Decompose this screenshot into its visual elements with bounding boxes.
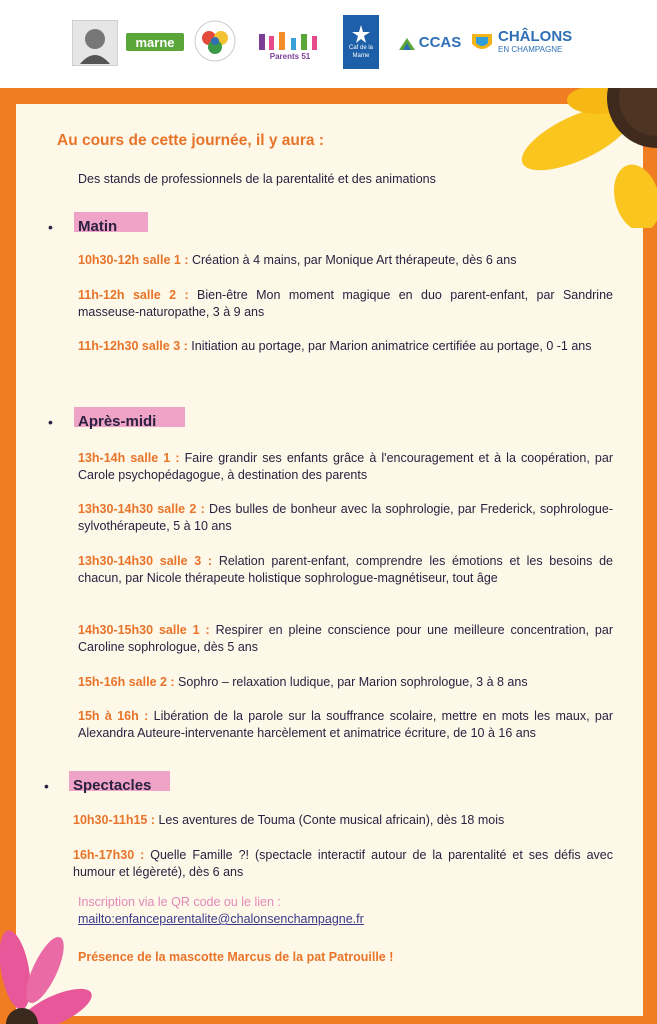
list-item bbox=[78, 622, 613, 656]
list-item bbox=[78, 450, 613, 484]
bullet: • bbox=[48, 414, 53, 430]
contact-email-link[interactable]: mailto:enfanceparentalite@chalonsenchampagne.fr bbox=[78, 912, 364, 926]
marne-logo bbox=[126, 33, 184, 51]
section-title-spectacles bbox=[73, 777, 151, 794]
chalons-logo-subtitle: EN CHAMPAGNE bbox=[498, 45, 563, 54]
list-item bbox=[73, 847, 613, 881]
item-time: 10h30-12h salle 1 : bbox=[78, 253, 189, 267]
caf-logo bbox=[343, 15, 379, 69]
intro-text: Des stands de professionnels de la parentalité et des animations bbox=[78, 172, 436, 186]
bullet: • bbox=[48, 219, 53, 235]
item-text: Libération de la parole sur la souffrance scolaire, mettre en mots les maux, par Alexandra Auteure-intervenante harcèlement et animatrice écriture, de 10 à 16 ans bbox=[78, 709, 613, 740]
item-time: 15h-16h salle 2 : bbox=[78, 675, 175, 689]
chalons-logo-title: CHÂLONS bbox=[498, 28, 573, 45]
list-item bbox=[78, 501, 613, 535]
item-time: 11h-12h30 salle 3 : bbox=[78, 339, 188, 353]
ccas-logo bbox=[395, 27, 463, 57]
item-time: 14h30-15h30 salle 1 : bbox=[78, 623, 210, 637]
item-text: Création à 4 mains, par Monique Art thérapeute, dès 6 ans bbox=[188, 253, 517, 267]
marne-logo-text: marne bbox=[135, 34, 175, 50]
list-item bbox=[73, 812, 613, 829]
item-time: 13h30-14h30 salle 3 : bbox=[78, 554, 213, 568]
list-item bbox=[78, 553, 613, 587]
item-time: 13h-14h salle 1 : bbox=[78, 451, 180, 465]
chalons-logo bbox=[470, 24, 590, 60]
item-text: Des bulles de bonheur avec la sophrologie, par Frederick, sophrologue-sylvothérapeute, 5 à 10 ans bbox=[78, 502, 613, 533]
circle-logo bbox=[194, 20, 236, 62]
item-time: 16h-17h30 : bbox=[73, 848, 145, 862]
item-text: Initiation au portage, par Marion animatrice certifiée au portage, 0 -1 ans bbox=[187, 339, 592, 353]
section-label: Spectacles bbox=[73, 777, 152, 794]
list-item bbox=[78, 708, 613, 742]
section-title-apres-midi bbox=[78, 413, 156, 430]
item-text: Sophro – relaxation ludique, par Marion sophrologue, 3 à 8 ans bbox=[174, 675, 528, 689]
ccas-logo-text: CCAS bbox=[418, 33, 462, 51]
item-time: 15h à 16h : bbox=[78, 709, 149, 723]
page-heading: Au cours de cette journée, il y aura : bbox=[57, 132, 325, 149]
logo-bar bbox=[0, 0, 657, 88]
list-item bbox=[78, 338, 613, 355]
sunflower-decoration bbox=[507, 88, 657, 228]
item-text: Quelle Famille ?! (spectacle interactif autour de la parentalité et ses défis avec humour et légèreté), dès 6 ans bbox=[73, 848, 613, 879]
mascot-announcement: Présence de la mascotte Marcus de la pat Patrouille ! bbox=[78, 950, 394, 964]
item-time: 13h30-14h30 salle 2 : bbox=[78, 502, 205, 516]
parents-logo-text: Parents 51 bbox=[269, 51, 311, 61]
item-text: Bien-être Mon moment magique en duo parent-enfant, par Sandrine masseuse-naturopathe, 3 à 9 ans bbox=[78, 288, 613, 319]
item-time: 11h-12h salle 2 : bbox=[78, 288, 189, 302]
list-item bbox=[78, 287, 613, 321]
section-label: Après-midi bbox=[78, 413, 157, 430]
caf-logo-text: Caf de la Marne bbox=[348, 45, 373, 59]
portrait-logo bbox=[72, 20, 118, 66]
item-text: Les aventures de Touma (Conte musical africain), dès 18 mois bbox=[155, 813, 505, 827]
list-item bbox=[78, 252, 613, 269]
parents-logo bbox=[252, 22, 328, 64]
item-text: Respirer en pleine conscience pour une meilleure concentration, par Caroline sophrologue, dès 5 ans bbox=[78, 623, 613, 654]
item-time: 10h30-11h15 : bbox=[73, 813, 155, 827]
bullet: • bbox=[44, 778, 49, 794]
item-text: Faire grandir ses enfants grâce à l'encouragement et à la coopération, par Carole psychopédagogue, à destination des parents bbox=[78, 451, 613, 482]
list-item bbox=[78, 674, 613, 691]
inscription-text: Inscription via le QR code ou le lien : bbox=[78, 895, 281, 909]
section-label: Matin bbox=[78, 218, 118, 235]
section-title-matin bbox=[78, 218, 117, 235]
item-text: Relation parent-enfant, comprendre les émotions et les besoins de chacun, par Nicole thérapeute holistique sophrologue-magnétiseur, tout âge bbox=[78, 554, 613, 585]
pink-flower-decoration bbox=[0, 930, 110, 1024]
